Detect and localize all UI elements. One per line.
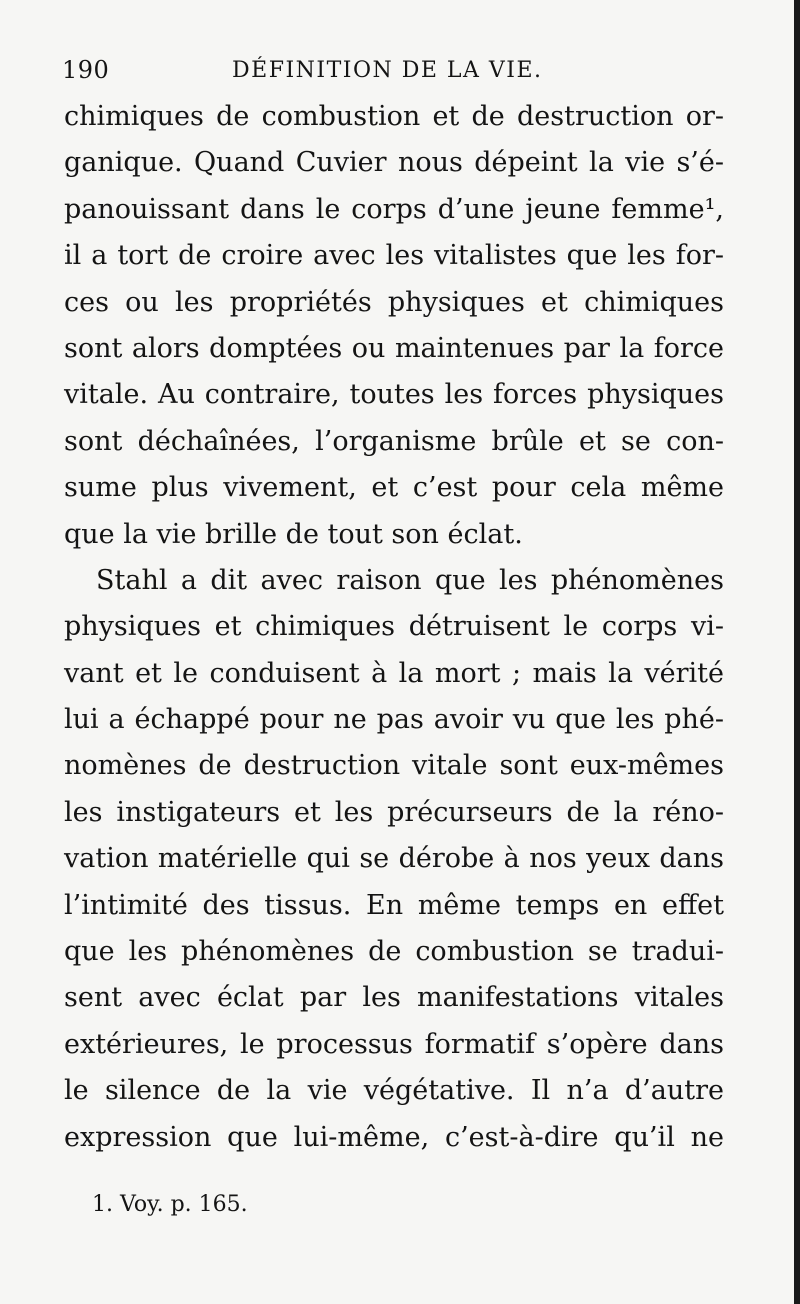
text-line: panouissant dans le corps d’une jeune femme¹, (64, 193, 724, 225)
paragraph-start-line: Stahl a dit avec raison que les phénomènes (96, 564, 724, 596)
text-line: lui a échappé pour ne pas avoir vu que les phé- (64, 704, 724, 736)
text-line: sent avec éclat par les manifestations vitales (64, 982, 724, 1014)
footnote: 1. Voy. p. 165. (92, 1192, 248, 1217)
body-text (64, 94, 724, 1161)
text-line: sont déchaînées, l’organisme brûle et se con- (64, 425, 724, 457)
text-line: nomènes de destruction vitale sont eux-mêmes (64, 750, 724, 782)
running-title: DÉFINITION DE LA VIE. (232, 58, 543, 83)
text-line: vant et le conduisent à la mort ; mais la vérité (64, 657, 724, 689)
page-header (62, 56, 742, 88)
text-line: extérieures, le processus formatif s’opère dans (64, 1028, 724, 1060)
text-line: ganique. Quand Cuvier nous dépeint la vie s’é- (64, 147, 724, 179)
text-line: physiques et chimiques détruisent le corps vi- (64, 611, 724, 643)
page-number: 190 (62, 56, 110, 84)
text-line: sume plus vivement, et c’est pour cela même (64, 472, 724, 504)
text-line: expression que lui-même, c’est-à-dire qu’il ne (64, 1121, 724, 1153)
text-line: sont alors domptées ou maintenues par la force (64, 332, 724, 364)
text-line: il a tort de croire avec les vitalistes que les for- (64, 240, 724, 272)
text-line: que les phénomènes de combustion se tradui- (64, 936, 724, 968)
text-line: vitale. Au contraire, toutes les forces physiques (64, 379, 724, 411)
page-edge-shadow (794, 0, 800, 1304)
paragraph-end-line: que la vie brille de tout son éclat. (64, 518, 523, 550)
text-line: vation matérielle qui se dérobe à nos yeux dans (64, 843, 724, 875)
text-line: les instigateurs et les précurseurs de la réno- (64, 796, 724, 828)
text-line: ces ou les propriétés physiques et chimiques (64, 286, 724, 318)
text-line: chimiques de combustion et de destruction or- (64, 101, 724, 132)
text-line: l’intimité des tissus. En même temps en effet (64, 889, 724, 921)
text-line: le silence de la vie végétative. Il n’a d’autre (64, 1075, 724, 1107)
